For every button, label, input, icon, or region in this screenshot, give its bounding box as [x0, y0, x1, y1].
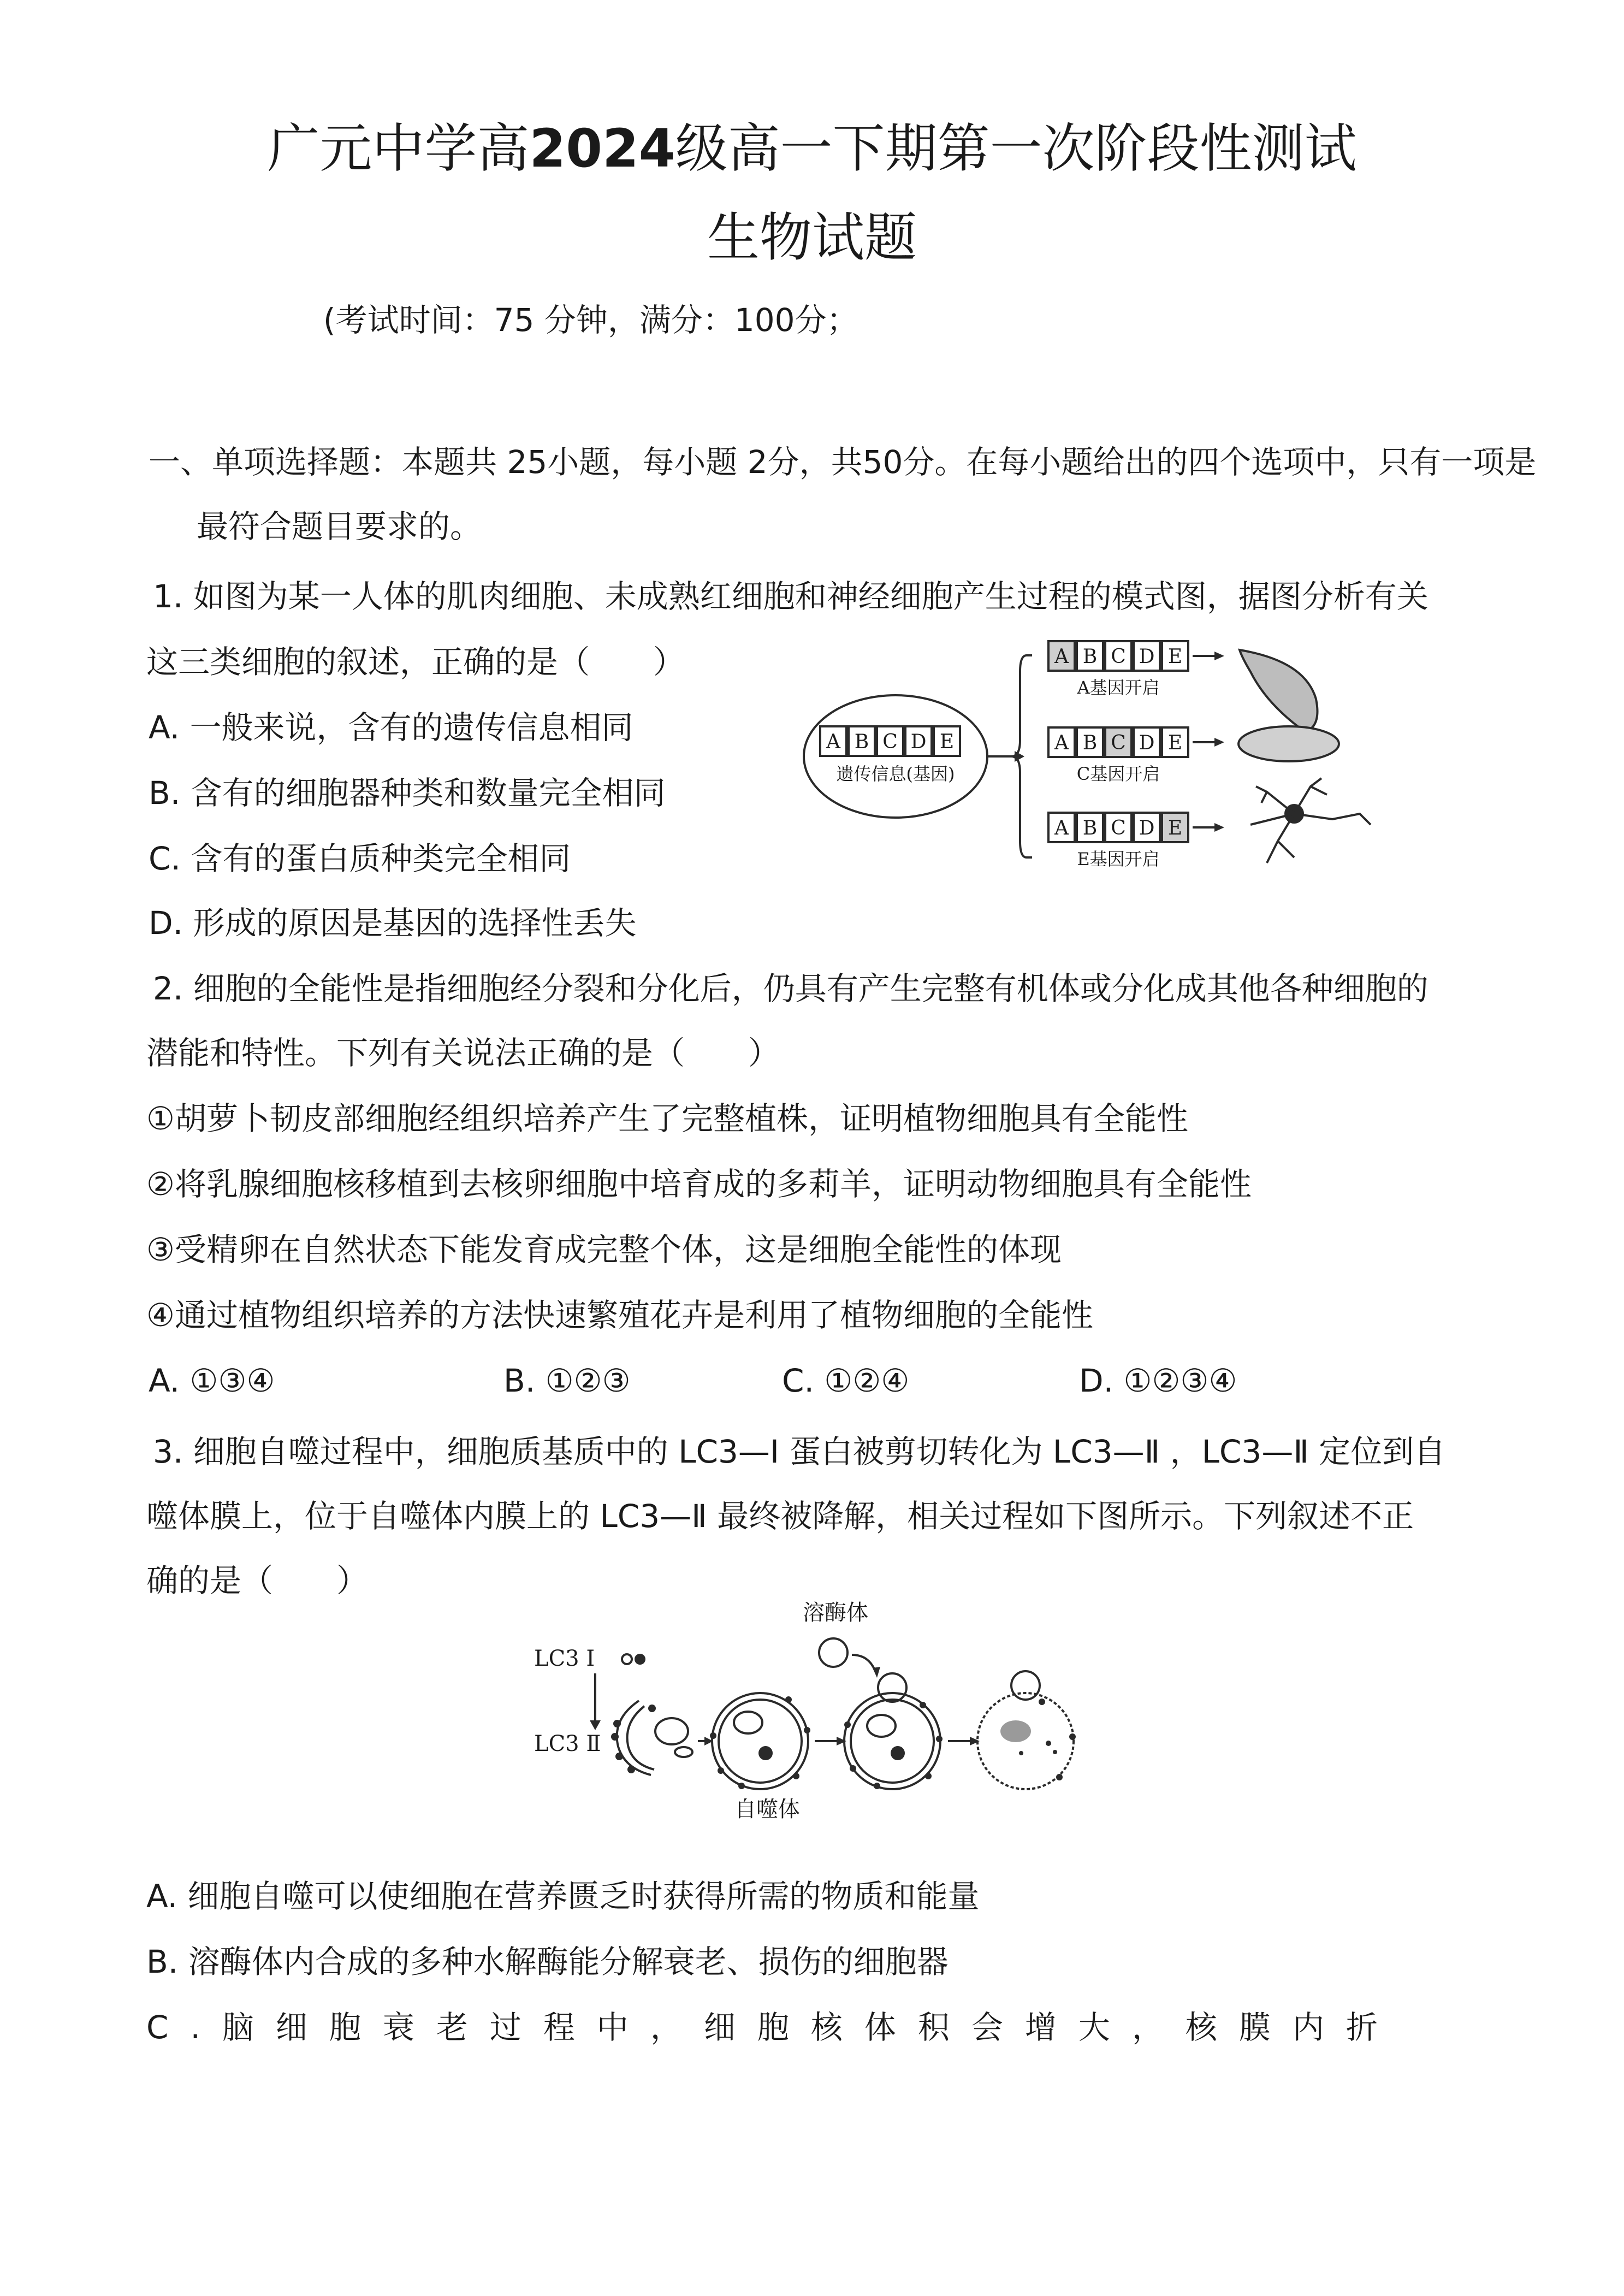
muscle-cell [1240, 650, 1318, 732]
src-gene-c: C [882, 731, 898, 753]
rowa-gene-a: A [1054, 646, 1069, 668]
lysosome [819, 1638, 847, 1667]
q1-figure [797, 639, 1376, 874]
rowa-gene-c: C [1111, 646, 1126, 668]
neuron-cell [1250, 778, 1371, 863]
rowa-gene-e: E [1167, 646, 1183, 668]
q2-statement-3: ③受精卵在自然状态下能发育成完整个体，这是细胞全能性的体现 [146, 1231, 1062, 1268]
q1-option-c: C. 含有的蛋白质种类完全相同 [149, 840, 571, 877]
autophagosome-label: 自噬体 [734, 1797, 800, 1822]
q2-choice-c: C. ①②④ [782, 1362, 910, 1399]
rowe-gene-d: D [1139, 817, 1155, 839]
src-gene-a: A [826, 731, 840, 753]
rowa-gene-b: B [1082, 646, 1098, 668]
q2-statement-1: ①胡萝卜韧皮部细胞经组织培养产生了完整植株，证明植物细胞具有全能性 [146, 1100, 1188, 1137]
q1-stem-line2: 这三类细胞的叙述，正确的是（ ） [146, 643, 685, 680]
lc3-2-label: LC3 Ⅱ [534, 1731, 601, 1756]
lysosome-arrow [852, 1655, 875, 1670]
lc3-1-label: LC3 Ⅰ [534, 1646, 595, 1671]
src-gene-e: E [939, 731, 955, 753]
rowc-gene-e: E [1167, 732, 1183, 754]
branch-label-c: C基因开启 [1076, 764, 1160, 784]
q2-statement-4: ④通过植物组织培养的方法快速繁殖花卉是利用了植物细胞的全能性 [146, 1297, 1093, 1334]
q3-stem-line3: 确的是（ ） [146, 1562, 369, 1599]
section-heading-cont: 最符合题目要求的。 [197, 508, 482, 545]
branch-label-a: A基因开启 [1077, 677, 1160, 698]
src-gene-d: D [910, 731, 927, 753]
rowa-gene-d: D [1139, 646, 1155, 668]
page-subtitle: 生物试题 [707, 207, 917, 268]
lysosome-label: 溶酶体 [803, 1600, 868, 1625]
rowe-gene-a: A [1054, 817, 1069, 839]
q2-stem-line1: 2. 细胞的全能性是指细胞经分裂和分化后，仍具有产生完整有机体或分化成其他各种细胞的 [153, 970, 1429, 1007]
gene-source-label: 遗传信息(基因) [836, 764, 955, 784]
q1-option-d: D. 形成的原因是基因的选择性丢失 [149, 904, 637, 942]
q3-option-b: B. 溶酶体内合成的多种水解酶能分解衰老、损伤的细胞器 [146, 1943, 949, 1980]
rowe-gene-e: E [1167, 817, 1183, 839]
q2-stem-line2: 潜能和特性。下列有关说法正确的是（ ） [146, 1034, 780, 1072]
rowc-gene-b: B [1082, 732, 1098, 754]
q3-hatch [1000, 1720, 1031, 1742]
q1-option-a: A. 一般来说，含有的遗传信息相同 [149, 709, 633, 746]
q1-option-b: B. 含有的细胞器种类和数量完全相同 [149, 774, 666, 812]
q3-stem-line2: 噬体膜上，位于自噬体内膜上的 LC3—Ⅱ 最终被降解，相关过程如下图所示。下列叙述不正 [146, 1498, 1414, 1535]
branch-label-e: E基因开启 [1077, 849, 1160, 869]
q1-stem-line1: 1. 如图为某一人体的肌肉细胞、未成熟红细胞和神经细胞产生过程的模式图，据图分析有关 [153, 578, 1429, 615]
phagophore-membrane [617, 1701, 651, 1775]
section-heading: 一、单项选择题：本题共 25小题，每小题 2分，共50分。在每小题给出的四个选项中，只有一项是 [149, 443, 1537, 481]
exam-info: (考试时间：75 分钟，满分：100分； [323, 301, 858, 339]
rowc-gene-d: D [1139, 732, 1155, 754]
q3-figure [524, 1594, 1125, 1834]
page-title: 广元中学高2024级高一下期第一次阶段性测试 [267, 118, 1357, 179]
q3-option-a: A. 细胞自噬可以使细胞在营养匮乏时获得所需的物质和能量 [146, 1878, 980, 1915]
q3-option-c: C.脑细胞衰老过程中，细胞核体积会增大，核膜内折 [146, 2009, 1400, 2046]
q3-stem-line1: 3. 细胞自噬过程中，细胞质基质中的 LC3—Ⅰ 蛋白被剪切转化为 LC3—Ⅱ ，LC3—Ⅱ 定位到自 [153, 1433, 1446, 1470]
src-gene-b: B [854, 731, 869, 753]
q2-choice-a: A. ①③④ [149, 1362, 275, 1399]
q2-choice-d: D. ①②③④ [1079, 1362, 1237, 1399]
rowc-gene-a: A [1054, 732, 1069, 754]
q2-choice-b: B. ①②③ [503, 1362, 631, 1399]
red-blood-cell [1238, 726, 1339, 761]
mitochondrion-1 [655, 1718, 688, 1744]
rowe-gene-b: B [1082, 817, 1098, 839]
q2-statement-2: ②将乳腺细胞核移植到去核卵细胞中培育成的多莉羊，证明动物细胞具有全能性 [146, 1165, 1252, 1203]
rowc-gene-c: C [1111, 732, 1126, 754]
rowe-gene-c: C [1111, 817, 1126, 839]
lc3-1-particle-open [622, 1654, 632, 1664]
